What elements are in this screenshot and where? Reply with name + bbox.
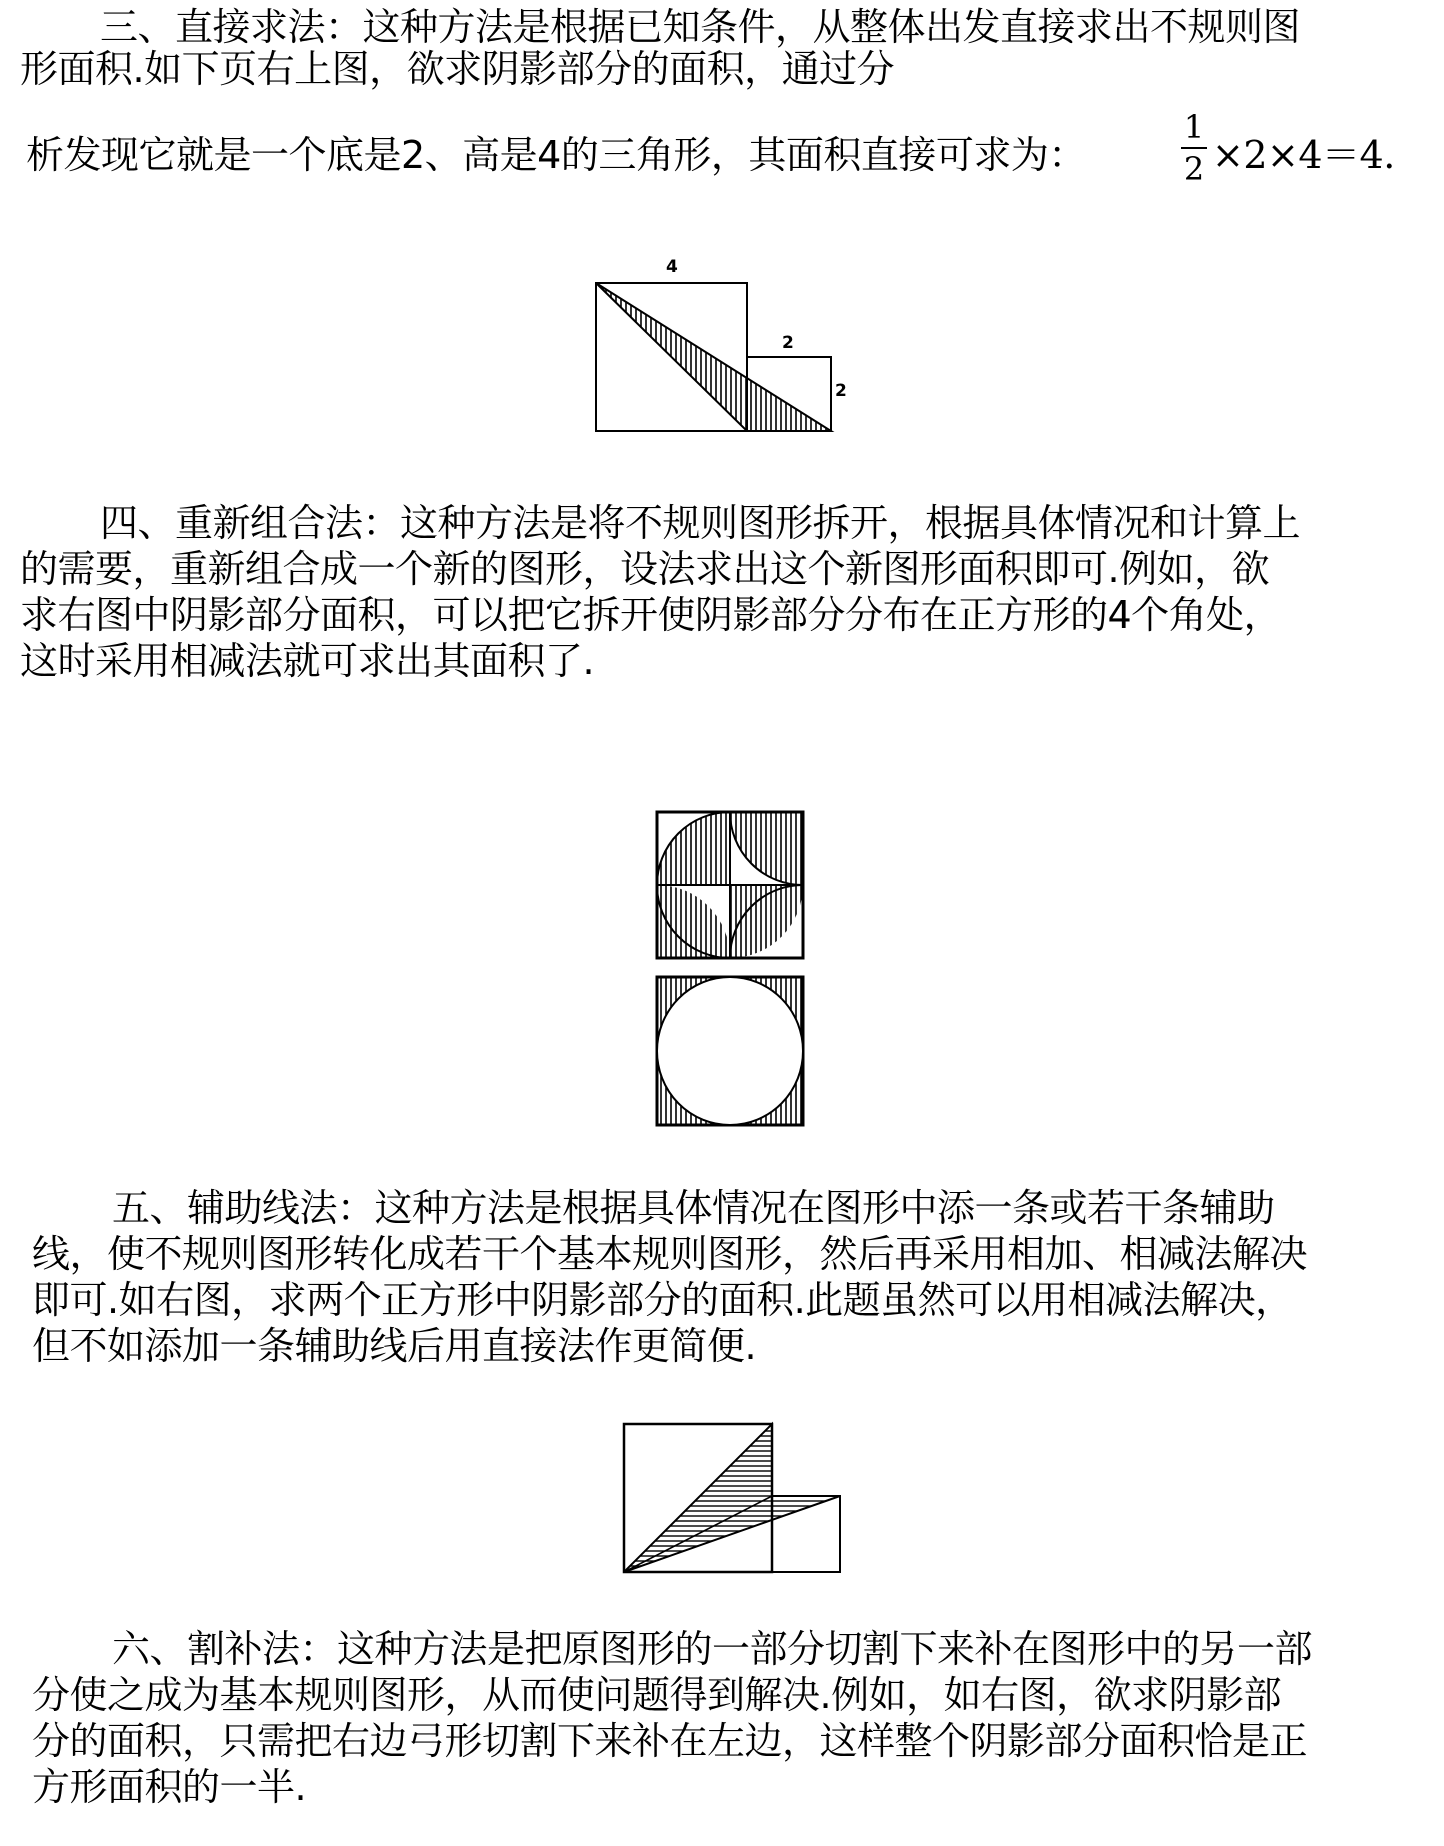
section5-line3: 即可.如右图，求两个正方形中阴影部分的面积.此题虽然可以用相减法解决， xyxy=(32,1278,1293,1322)
section6-line2: 分使之成为基本规则图形，从而使问题得到解决.例如，如右图，欲求阴影部 xyxy=(32,1673,1282,1717)
section4-line1: 四、重新组合法：这种方法是将不规则图形拆开，根据具体情况和计算上 xyxy=(100,501,1301,545)
formula-rest: ×2×4＝4. xyxy=(1212,133,1395,177)
figure-triangle-rectangles xyxy=(590,250,850,440)
section3-line1: 三、直接求法：这种方法是根据已知条件，从整体出发直接求出不规则图 xyxy=(100,5,1301,49)
section6-line3: 分的面积，只需把右边弓形切割下来补在左边，这样整个阴影部分面积恰是正 xyxy=(32,1719,1308,1763)
fraction-bar xyxy=(1181,147,1207,149)
section3-line2: 形面积.如下页右上图，欲求阴影部分的面积，通过分 xyxy=(20,47,895,91)
fraction-numerator: 1 xyxy=(1183,108,1205,146)
section4-line3: 求右图中阴影部分面积，可以把它拆开使阴影部分分布在正方形的4个角处， xyxy=(20,593,1282,637)
section3-line3: 析发现它就是一个底是2、高是4的三角形，其面积直接可求为： xyxy=(26,133,1086,177)
section4-line4: 这时采用相减法就可求出其面积了. xyxy=(20,639,595,683)
section6-line1: 六、割补法：这种方法是把原图形的一部分切割下来补在图形中的另一部 xyxy=(112,1627,1313,1671)
fraction-denominator: 2 xyxy=(1183,150,1205,188)
label-mid-2: 2 xyxy=(782,333,794,353)
section6-line4: 方形面积的一半. xyxy=(32,1765,307,1809)
section5-line4: 但不如添加一条辅助线后用直接法作更简便. xyxy=(32,1324,757,1368)
section5-line2: 线，使不规则图形转化成若干个基本规则图形，然后再采用相加、相减法解决 xyxy=(32,1232,1308,1276)
figure-two-squares xyxy=(620,1420,850,1580)
label-right-2: 2 xyxy=(835,381,847,401)
figure-circle-in-square xyxy=(655,975,805,1127)
section4-line2: 的需要，重新组合成一个新的图形，设法求出这个新图形面积即可.例如，欲 xyxy=(20,547,1270,591)
section5-line1: 五、辅助线法：这种方法是根据具体情况在图形中添一条或若干条辅助 xyxy=(112,1186,1275,1230)
fraction-one-half xyxy=(1180,110,1208,186)
shaded-region xyxy=(624,1424,840,1572)
figure-pinwheel-square xyxy=(655,810,805,960)
label-top-4: 4 xyxy=(666,257,678,277)
